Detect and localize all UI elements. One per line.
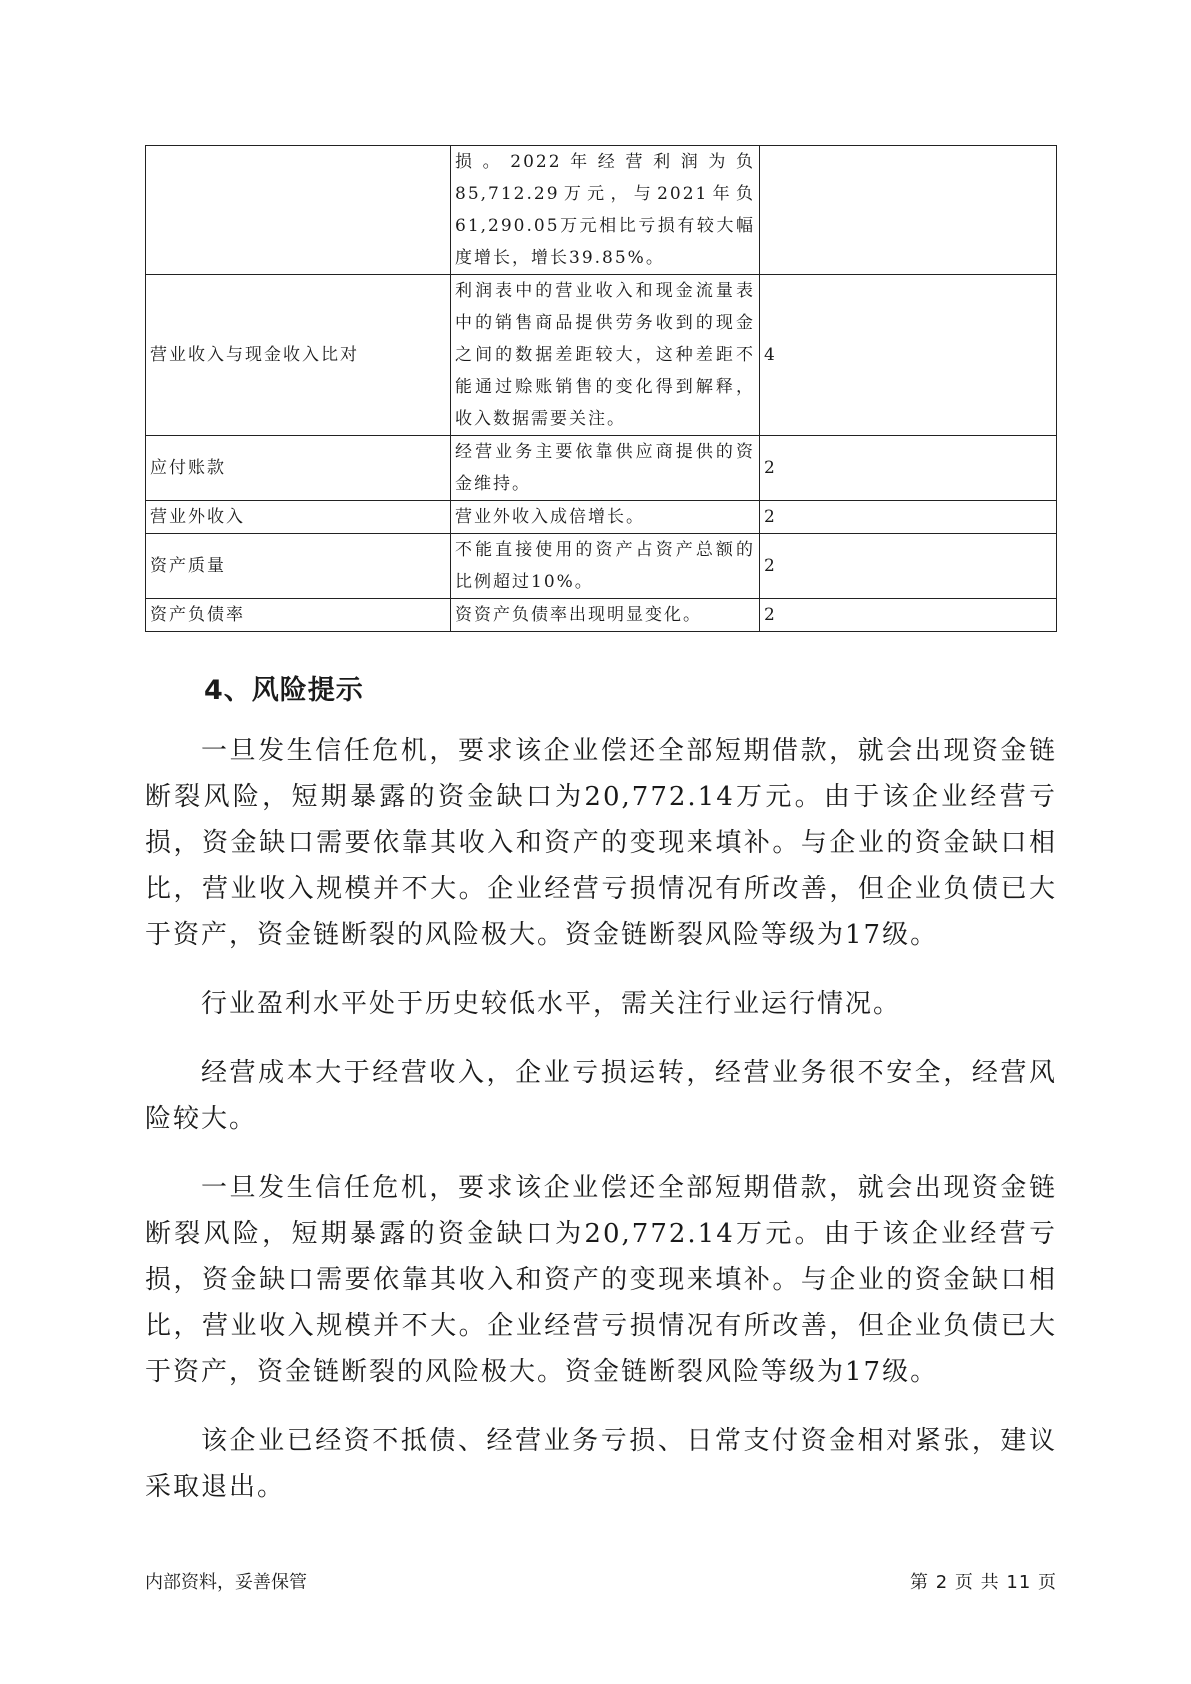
indicator-description: [451, 599, 760, 632]
indicator-description: [451, 275, 760, 436]
indicator-description: [451, 501, 760, 534]
description-text: 资资产负债率出现明显变化。: [455, 605, 702, 625]
indicator-score: 4: [760, 275, 1057, 436]
table-row: [146, 275, 1057, 436]
paragraph: 该企业已经资不抵债、经营业务亏损、日常支付资金相对紧张，建议采取退出。: [145, 1426, 1057, 1502]
paragraph: 经营成本大于经营收入，企业亏损运转，经营业务很不安全，经营风险较大。: [145, 1058, 1057, 1134]
indicator-name: 资产负债率: [146, 599, 451, 632]
indicator-score: 2: [760, 501, 1057, 534]
risk-indicator-table: [145, 145, 1057, 632]
indicator-score: [760, 146, 1057, 275]
table-row: [146, 599, 1057, 632]
indicator-name: [146, 146, 451, 275]
indicator-name: 应付账款: [146, 436, 451, 501]
indicator-score: 2: [760, 599, 1057, 632]
description-text: 不能直接使用的资产占资产总额的比例超过10%。: [455, 540, 755, 592]
table-row: [146, 534, 1057, 599]
paragraph: 行业盈利水平处于历史较低水平，需关注行业运行情况。: [201, 989, 902, 1019]
description-text: 利润表中的营业收入和现金流量表中的销售商品提供劳务收到的现金之间的数据差距较大，这种差距不能通过赊账销售的变化得到解释，收入数据需要关注。: [455, 281, 755, 429]
table-row: [146, 501, 1057, 534]
indicator-name: 营业收入与现金收入比对: [146, 275, 451, 436]
description-text: 营业外收入成倍增长。: [455, 507, 645, 527]
paragraph: 一旦发生信任危机，要求该企业偿还全部短期借款，就会出现资金链断裂风险，短期暴露的资金缺口为20,772.14万元。由于该企业经营亏损，资金缺口需要依靠其收入和资产的变现来填补。与企业的资金缺口相比，营业收入规模并不大。企业经营亏损情况有所改善，但企业负债已大于资产，资金链断裂的风险极大。资金链断裂风险等级为17级。: [145, 736, 1057, 950]
indicator-score: 2: [760, 436, 1057, 501]
indicator-name: 营业外收入: [146, 501, 451, 534]
page-number: 第 2 页 共 11 页: [910, 1572, 1057, 1593]
indicator-description: [451, 146, 760, 275]
indicator-score: 2: [760, 534, 1057, 599]
indicator-description: [451, 534, 760, 599]
table-row: [146, 436, 1057, 501]
table-row: [146, 146, 1057, 275]
indicator-name: 资产质量: [146, 534, 451, 599]
section-heading: 4、风险提示: [204, 675, 364, 706]
indicator-description: [451, 436, 760, 501]
description-text: 经营业务主要依靠供应商提供的资金维持。: [455, 442, 755, 494]
paragraph: 一旦发生信任危机，要求该企业偿还全部短期借款，就会出现资金链断裂风险，短期暴露的资金缺口为20,772.14万元。由于该企业经营亏损，资金缺口需要依靠其收入和资产的变现来填补。与企业的资金缺口相比，营业收入规模并不大。企业经营亏损情况有所改善，但企业负债已大于资产，资金链断裂的风险极大。资金链断裂风险等级为17级。: [145, 1173, 1057, 1387]
section-body: [145, 728, 1057, 1533]
confidentiality-note: 内部资料，妥善保管: [145, 1572, 307, 1593]
description-text: 损。2022年经营利润为负85,712.29万元，与2021年负61,290.05万元相比亏损有较大幅度增长，增长39.85%。: [455, 152, 755, 268]
